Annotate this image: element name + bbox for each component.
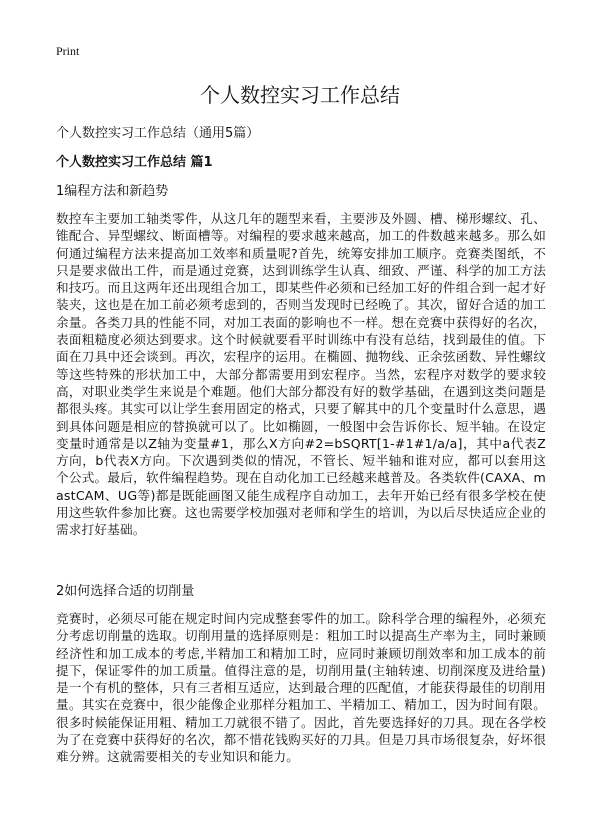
section-heading-2: 2如何选择合适的切削量 bbox=[56, 584, 195, 599]
body-paragraph-1: 数控车主要加工轴类零件，从这几年的题型来看，主要涉及外圆、槽、梯形螺纹、孔、锥配合、异型螺纹、断面槽等。对编程的要求越来越高，加工的件数越来越多。那么如何通过编程方法来提高加工效率和质量呢?首先，统筹安排加工顺序。竞赛类图纸，不只是要求做出工件，而是通过竞赛，达到训练学生认真、细致、严谨、科学的加工方法和技巧。而且这两年还出现组合加工，即某些件必须和已经加工好的件组合到一起才好装夹，这也是在加工前必须考虑到的，否则当发现时已经晚了。其次，留好合适的加工余量。各类刀具的性能不同，对加工表面的影响也不一样。想在竞赛中获得好的名次，表面粗糙度必须达到要求。这个时候就要看平时训练中有没有总结，找到最佳的值。下面在刀具中还会谈到。再次，宏程序的运用。在椭圆、抛物线、正余弦函数、异性螺纹等这些特殊的形状加工中，大部分都需要用到宏程序。当然，宏程序对数学的要求较高，对职业类学生来说是个难题。他们大部分都没有好的数学基础，在遇到这类问题是都很头疼。其实可以让学生套用固定的格式，只要了解其中的几个变量时什么意思，遇到具体问题是相应的替换就可以了。比如椭圆，一般图中会告诉你长、短半轴。在设定变量时通常是以Z轴为变量#1，那么X方向#2=bSQRT[1-#1#1/a/a]，其中a代表Z方向，b代表X方向。下次遇到类似的情况，不管长、短半轴和谁对应，都可以套用这个公式。最后，软件编程趋势。现在自动化加工已经越来越普及。各类软件(CAXA、mastCAM、UG等)都是既能画图又能生成程序自动加工，去年开始已经有很多学校在使用这些软件参加比赛。这也需要学校加强对老师和学生的培训，为以后尽快适应企业的需求打好基础。 bbox=[56, 211, 546, 538]
body-paragraph-2: 竞赛时，必须尽可能在规定时间内完成整套零件的加工。除科学合理的编程外，必须充分考虑切削量的选取。切削用量的选择原则是：粗加工时以提高生产率为主，同时兼顾经济性和加工成本的考虑,半精加工和精加工时，应同时兼顾切削效率和加工成本的前提下，保证零件的加工质量。值得注意的是，切削用量(主轴转速、切削深度及进给量)是一个有机的整体，只有三者相互适应，达到最合理的匹配值，才能获得最佳的切削用量。其实在竞赛中，很少能像企业那样分粗加工、半精加工、精加工，因为时间有限。很多时候能保证用粗、精加工刀就很不错了。因此，首先要选择好的刀具。现在各学校为了在竞赛中获得好的名次，都不惜花钱购买好的刀具。但是刀具市场很复杂，好坏很难分辨。这就需要相关的专业知识和能力。 bbox=[56, 611, 546, 765]
section-heading-1: 1编程方法和新趋势 bbox=[56, 184, 169, 199]
section-title: 个人数控实习工作总结 篇1 bbox=[56, 155, 213, 170]
document-subtitle: 个人数控实习工作总结（通用5篇） bbox=[56, 126, 260, 141]
print-link[interactable]: Print bbox=[56, 44, 80, 58]
page-title: 个人数控实习工作总结 bbox=[200, 83, 400, 107]
